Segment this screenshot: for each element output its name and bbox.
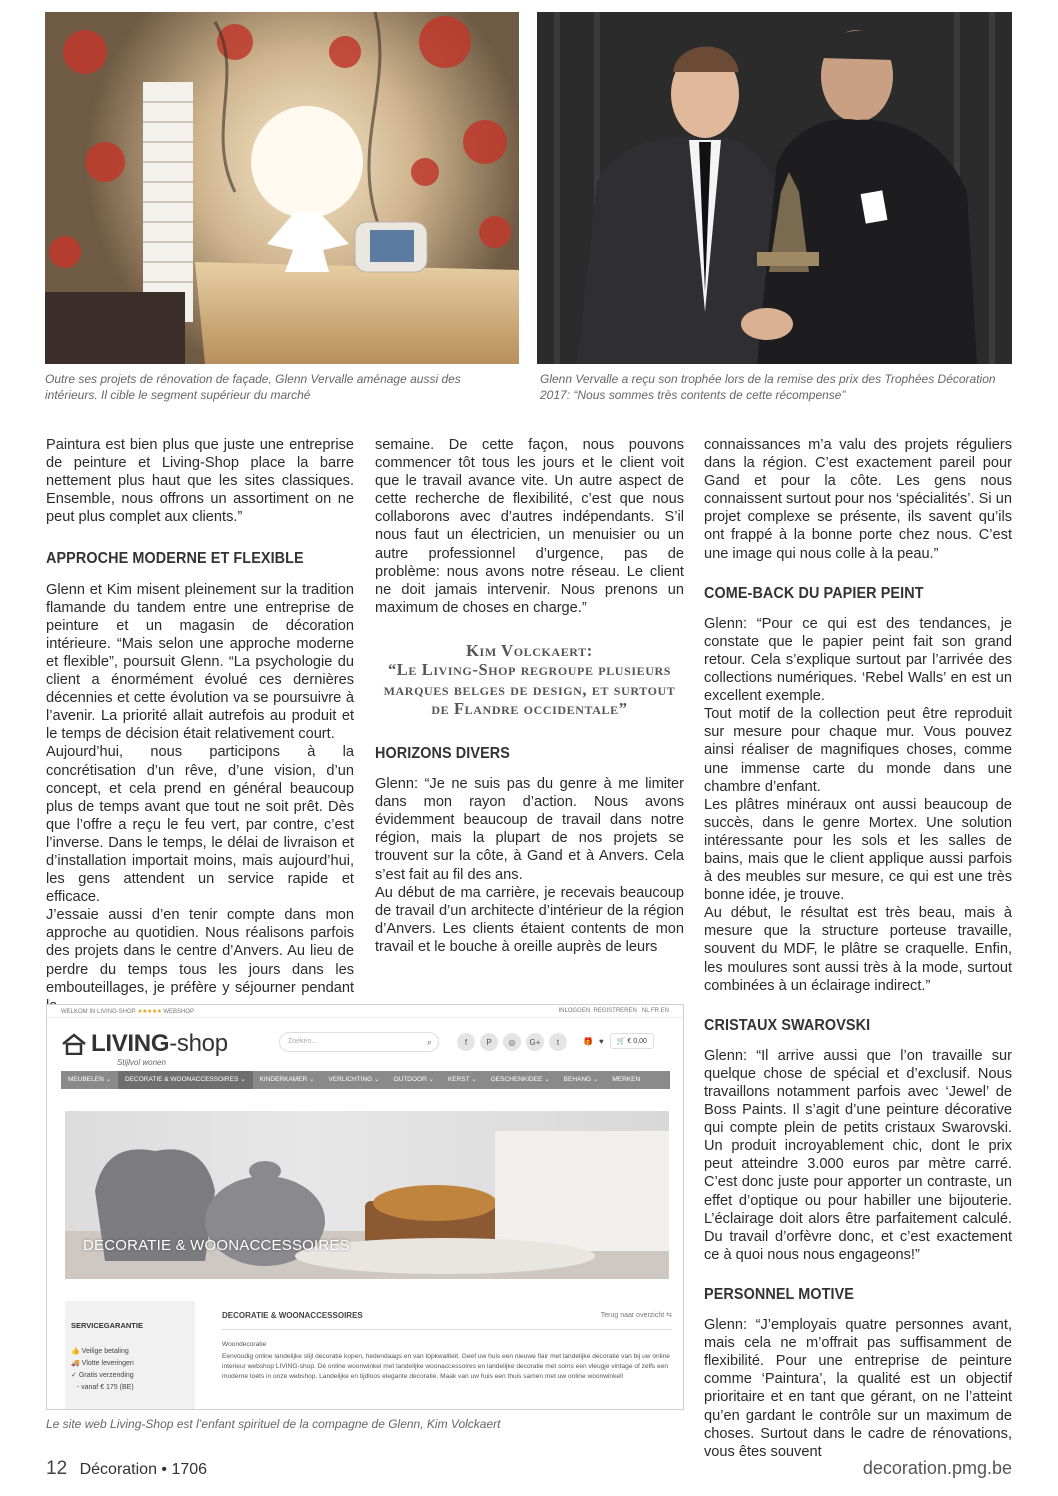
pinterest-icon: P bbox=[480, 1033, 498, 1051]
twitter-icon: t bbox=[549, 1033, 567, 1051]
section-heading: PERSONNEL MOTIVE bbox=[704, 1285, 855, 1303]
search-icon: ⌕ bbox=[426, 1037, 432, 1047]
heart-icon: ♥ bbox=[598, 1036, 604, 1046]
hero-banner bbox=[65, 1111, 669, 1279]
paragraph: Au début, le résultat est très beau, mais à mesure que la structure porteuse travaille, souvent du MDF, le plâtre se craquelle. Enfin, les moulures sont aussi très à la mode, surtout combinées à un éclairage indirect.” bbox=[704, 905, 1012, 994]
site-topbar bbox=[47, 1005, 683, 1018]
paragraph: semaine. De cette façon, nous pouvons commencer tôt tous les jours et le client voit que le travail avance vite. Un autre aspect de cette recherche de flexibilité, c’est que nous collaborons avec d’autres indépendants. S’il nous faut un électricien, un menuisier ou un autre professionnel d’urgence, pas de problème: nous avons notre réseau. Le client ne doit jamais intervenir. Nous prenons un maximum de choses en charge.” bbox=[375, 437, 684, 616]
site-welcome: WELKOM IN LIVING-SHOP bbox=[61, 1008, 136, 1015]
site-navigation bbox=[61, 1071, 670, 1089]
quote-text: “Le Living-Shop regroupe plusieurs marques belges de design, et surtout de Flandre occidentale” bbox=[383, 660, 676, 719]
section-heading: CRISTAUX SWAROVSKI bbox=[704, 1016, 871, 1034]
login-link: INLOGGEN bbox=[558, 1008, 591, 1014]
paragraph: Au début de ma carrière, je recevais beaucoup de travail d’un architecte d’intérieur de la région d’Anvers. Les clients étaient contents de mon travail et le bouche à oreille auprès de leurs bbox=[375, 884, 684, 955]
facebook-icon: f bbox=[457, 1033, 475, 1051]
paragraph: Glenn: “Il arrive aussi que l’on travaille sur quelque chose de spécial et d’exclusif. Nous travaillons notamment parfois avec ‘Jewel’ de Boss Paints. Il s’agit d’une peinture décorative qui compte plein de petits cristaux Swarovski. Un produit incroyablement chic, dont le prix peut atteindre 3.000 euros par mètre carré. C’est donc juste pour apporter un contraste, un effet d’optique ou pour habiller une bijouterie. L’éclairage doit alors être parfaitement calculé. Du travail d’orfèvre donc, et c’est exactement ce à quoi nous nous engageons!” bbox=[704, 1047, 1012, 1263]
section-heading: COME-BACK DU PAPIER PEINT bbox=[704, 584, 924, 602]
photo-caption-right: Glenn Vervalle a reçu son trophée lors de la remise des prix des Trophées Décoration 2017: “Nous sommes très contents de cette récompense” bbox=[540, 372, 996, 402]
paragraph: connaissances m’a valu des projets réguliers dans la région. C’est exactement pareil pour Gand et pour la côte. Les gens nous connaissent surtout pour nos ‘spécialités’. Si un projet complexe se présente, ils savent qu’ils ont frappé à la bonne porte chez nous. C’est une image qui nous colle à la peau.” bbox=[704, 437, 1012, 562]
nav-item: VERLICHTING ⌄ bbox=[328, 1076, 380, 1083]
nav-item: KINDERKAMER ⌄ bbox=[259, 1076, 315, 1083]
category-content bbox=[222, 1311, 672, 1382]
footer-url: decoration.pmg.be bbox=[862, 1458, 1012, 1478]
website-caption: Le site web Living-Shop est l’enfant spirituel de la compagne de Glenn, Kim Volckaert bbox=[46, 1417, 501, 1431]
pull-quote bbox=[379, 641, 680, 719]
service-item: ✓ Gratis verzending bbox=[71, 1372, 134, 1379]
page-number: 12 bbox=[46, 1458, 68, 1479]
back-link: Terug naar overzicht ⇆ bbox=[600, 1312, 672, 1319]
text-column-1 bbox=[46, 436, 354, 1015]
cart-area bbox=[583, 1033, 654, 1049]
photo-caption-left: Outre ses projets de rénovation de façade, Glenn Vervalle aménage aussi des intérieurs. Il cible le segment supérieur du marché bbox=[45, 372, 461, 402]
interior-photo bbox=[45, 12, 519, 364]
instagram-icon: ◎ bbox=[503, 1033, 521, 1051]
rating-stars: ★★★★★ bbox=[137, 1008, 162, 1015]
text-column-3 bbox=[704, 436, 1012, 1461]
paragraph: Glenn et Kim misent pleinement sur la tradition flamande du tandem entre une entreprise de peinture et un magasin de décoration intérieure. “Mais selon une approche moderne et flexible”, poursuit Glenn. “La psychologie du client a énormément évolué ces dernières décennies et cette évolution va se poursuivre à l’avenir. La priorité allait autrefois au produit et le temps de décision était relativement court. bbox=[46, 581, 354, 743]
social-icons bbox=[457, 1033, 567, 1051]
paragraph: Les plâtres minéraux ont aussi beaucoup de succès, dans le genre Mortex. Une solution intéressante pour les sols et les salles de bains, mais que le client applique aussi parfois à des meubles sur mesure, ce qui est une très bonne idée, je trouve. bbox=[704, 796, 1012, 904]
service-sidebar bbox=[65, 1301, 195, 1410]
category-subtitle: Woondecoratie bbox=[222, 1341, 267, 1348]
site-search bbox=[279, 1032, 439, 1052]
googleplus-icon: G+ bbox=[526, 1033, 544, 1051]
paragraph: Glenn: “Je ne suis pas du genre à me limiter dans mon rayon d’action. Nous avons évidemment beaucoup de travail dans notre région, mais la plupart de nos projets se trouvent sur la côte, à Gand et à Anvers. Cela s’est fait au fil des ans. bbox=[375, 776, 684, 883]
register-link: REGISTREREN bbox=[593, 1008, 637, 1014]
page-footer bbox=[46, 1458, 207, 1480]
nav-item: BEHANG ⌄ bbox=[563, 1076, 599, 1083]
paragraph: J’essaie aussi d’en tenir compte dans mon approche au quotidien. Nous réalisons parfois des projets dans le centre d’Anvers. Au lieu de perdre du temps tous les jours dans les embouteillages, je préfère y séjourner pendant bbox=[46, 907, 354, 996]
sidebar-title: SERVICEGARANTIE bbox=[71, 1321, 143, 1330]
service-item: - vanaf € 175 (BE) bbox=[76, 1384, 134, 1391]
logo-tagline: Stijlvol wonen bbox=[117, 1058, 166, 1067]
section-heading: APPROCHE MODERNE ET FLEXIBLE bbox=[46, 550, 304, 568]
paragraph: Glenn: “Pour ce qui est des tendances, je constate que le papier peint fait son grand retour. Cela s’explique surtout par l’arrivée des collections numériques. ‘Rebel Walls’ en est un excellent exemple. bbox=[704, 615, 1012, 705]
text-column-2 bbox=[375, 436, 684, 956]
house-icon bbox=[61, 1033, 87, 1055]
paragraph: Aujourd’hui, nous participons à la concrétisation d’un rêve, d’une vision, d’un concept, et cela prend en général beaucoup plus de temps avant que tout ne soit prêt. Dès que l’offre a reçu le feu vert, par contre, c’est l’inverse. Dans le temps, le délai de livraison et d’installation importait moins, mais aujourd’hui, les gens attendent un service rapide et efficace. bbox=[46, 744, 354, 906]
service-item: 🚚 Vlotte leveringen bbox=[71, 1360, 134, 1367]
category-description: Eenvoudig online landelijke stijl decoratie kopen, hedendaags en van topkwaliteit. Geef uw huis een nieuwe flair met landelijke decoratie van bij uw online interieur webshop LIVING-shop. Dé online woonwinkel met landelijke woonaccessoires en landelijke decoratie met soms een vleugje vintage of zelfs een moderne toets in onze webshop. Landelijke en tijdloos elegante decoratie. Maak van uw huis een thuis samen met uw online woonwinkel! bbox=[222, 1353, 670, 1380]
service-item: 👍 Veilige betaling bbox=[71, 1348, 129, 1355]
paragraph: Tout motif de la collection peut être reproduit sur mesure pour chaque mur. Vous pouvez ainsi réaliser de magnifiques choses, comme une immense carte du monde dans une chambre d’enfant. bbox=[704, 706, 1012, 795]
award-photo bbox=[537, 12, 1012, 364]
nav-item-active: DECORATIE & WOONACCESSOIRES ⌄ bbox=[118, 1071, 253, 1089]
site-header bbox=[47, 1018, 683, 1070]
section-heading: HORIZONS DIVERS bbox=[375, 744, 510, 762]
site-webshop: WEBSHOP bbox=[163, 1008, 194, 1015]
category-title: DECORATIE & WOONACCESSOIRES bbox=[222, 1311, 363, 1320]
paragraph: Paintura est bien plus que juste une entreprise de peinture et Living-Shop place la barre nettement plus haut que les sites classiques. Ensemble, nous offrons un assortiment on ne peut plus complet aux clients.” bbox=[46, 437, 354, 526]
cart-total: 🛒 € 0,00 bbox=[610, 1033, 654, 1049]
language-switch: NL FR EN bbox=[641, 1008, 669, 1014]
gift-icon: 🎁 bbox=[583, 1036, 593, 1046]
paragraph: Glenn: “J’employais quatre personnes avant, mais cela ne m’offrait pas suffisamment de flexibilité. Pour une entreprise de peinture comme ‘Paintura’, la qualité est un objectif prioritaire et en tant que gérant, on ne l’atteint qu’en gardant le contrôle sur un maximum de choses. Surtout dans le cadre de rénovations, vous êtes souvent bbox=[704, 1317, 1012, 1460]
nav-item: GESCHENKIDEE ⌄ bbox=[490, 1076, 550, 1083]
logo-text: LIVING-shop bbox=[91, 1030, 228, 1057]
hero-title: DECORATIE & WOONACCESSOIRES bbox=[83, 1237, 350, 1254]
site-logo bbox=[61, 1030, 228, 1067]
quote-author: Kim Volckaert: bbox=[466, 640, 593, 660]
search-placeholder: Zoeken... bbox=[288, 1038, 318, 1045]
website-screenshot bbox=[46, 1004, 684, 1410]
magazine-issue: Décoration • 1706 bbox=[79, 1461, 208, 1478]
nav-item: MERKEN bbox=[612, 1076, 641, 1083]
nav-item: KERST ⌄ bbox=[447, 1076, 477, 1083]
nav-item: MEUBELEN ⌄ bbox=[68, 1076, 112, 1083]
nav-item: OUTDOOR ⌄ bbox=[393, 1076, 434, 1083]
